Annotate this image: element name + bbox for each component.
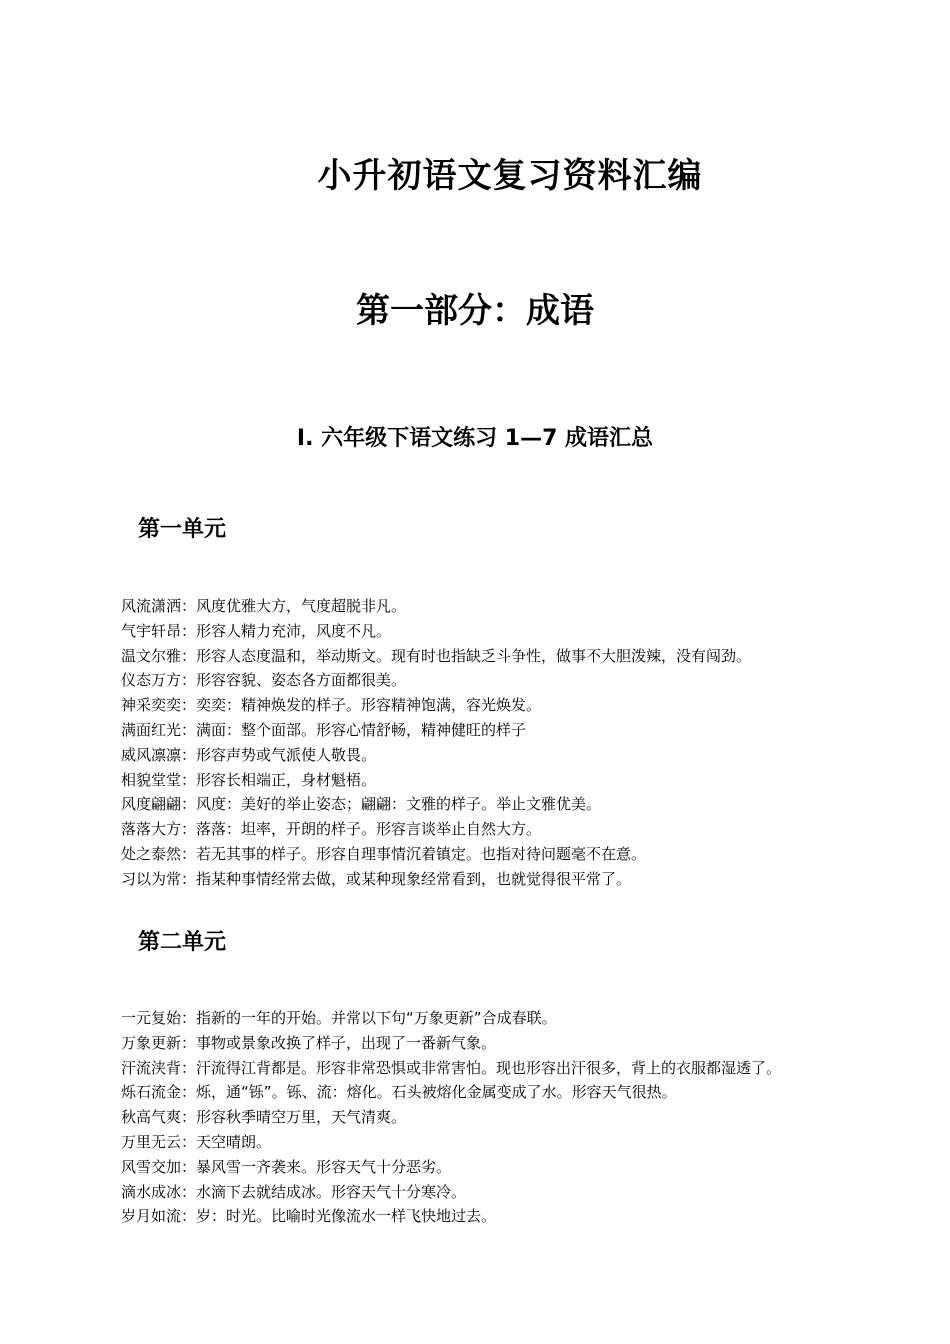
idiom-entry (121, 1006, 921, 1031)
idiom-definition: 指新的一年的开始。并常以下句“万象更新”合成春联。 (196, 1009, 557, 1027)
idiom-entry (121, 619, 921, 644)
idiom-definition: 形容容貌、姿态各方面都很美。 (196, 671, 407, 690)
idiom-term: 风雪交加 ： (121, 1158, 196, 1176)
idiom-definition: 形容人态度温和，举动斯文。现有时也指缺乏斗争性，做事不大胆泼辣，没有闯劲。 (196, 646, 752, 665)
idiom-entry (121, 1204, 921, 1229)
idiom-term: 处之泰然 ： (121, 845, 196, 863)
idiom-entry (121, 644, 921, 669)
idiom-term: 神采奕奕 ： (121, 696, 196, 714)
idiom-definition: 奕奕：精神焕发的样子。形容精神饱满，容光焕发。 (196, 696, 542, 715)
idiom-definition: 汗流得江背都是。形容非常恐惧或非常害怕。现也形容出汗很多，背上的衣服都湿透了。 (196, 1058, 782, 1077)
idiom-entry (121, 842, 921, 867)
idiom-definition: 指某种事情经常去做，或某种现象经常看到，也就觉得很平常了。 (196, 869, 632, 888)
idiom-term: 秋高气爽 ： (121, 1108, 196, 1126)
document-title: 小升初语文复习资料汇编 (317, 156, 703, 196)
idiom-definition: 形容人精力充沛，风度不凡。 (196, 621, 392, 640)
idiom-definition: 岁：时光。比喻时光像流水一样飞快地过去。 (196, 1207, 497, 1226)
idiom-term: 威风凛凛 ： (121, 746, 196, 764)
idiom-term: 烁石流金 ： (121, 1083, 196, 1101)
idiom-definition: 烁，通“铄”。铄、流：熔化。石头被熔化金属变成了水。形容天气很热。 (196, 1083, 677, 1102)
idiom-entry (121, 768, 921, 793)
idiom-list-unit-1 (121, 594, 921, 892)
idiom-entry (121, 792, 921, 817)
idiom-term: 万象更新 ： (121, 1034, 196, 1052)
idiom-term: 岁月如流 ： (121, 1207, 196, 1225)
idiom-definition: 形容秋季晴空万里，天气清爽。 (196, 1108, 407, 1127)
idiom-term: 仪态万方 ： (121, 671, 196, 689)
part-title: 第一部分：成语 (356, 291, 594, 331)
idiom-term: 相貌堂堂 ： (121, 771, 196, 789)
idiom-term: 温文尔雅 ： (121, 647, 196, 665)
idiom-term: 气宇轩昂 ： (121, 622, 196, 640)
idiom-term: 风度翩翩 ： (121, 795, 196, 813)
idiom-definition: 风度：美好的举止姿态；翩翩：文雅的样子。举止文雅优美。 (196, 795, 602, 814)
idiom-definition: 形容长相端正，身材魁梧。 (196, 770, 377, 789)
idiom-entry (121, 718, 921, 743)
idiom-term: 滴水成冰 ： (121, 1183, 196, 1201)
idiom-entry (121, 693, 921, 718)
idiom-definition: 风度优雅大方，气度超脱非凡。 (196, 597, 407, 615)
idiom-entry (121, 1130, 921, 1155)
idiom-definition: 若无其事的样子。形容自理事情沉着镇定。也指对待问题毫不在意。 (196, 844, 647, 863)
idiom-entry (121, 1056, 921, 1081)
idiom-list-unit-2 (121, 1006, 921, 1229)
idiom-term: 汗流浃背 ： (121, 1059, 196, 1077)
idiom-entry (121, 743, 921, 768)
idiom-entry (121, 594, 921, 619)
idiom-term: 万里无云 ： (121, 1133, 196, 1151)
idiom-term: 落落大方 ： (121, 820, 196, 838)
idiom-entry (121, 1155, 921, 1180)
idiom-entry (121, 867, 921, 892)
idiom-definition: 落落：坦率，开朗的样子。形容言谈举止自然大方。 (196, 820, 542, 839)
idiom-entry (121, 1080, 921, 1105)
idiom-entry (121, 1031, 921, 1056)
idiom-definition: 水滴下去就结成冰。形容天气十分寒冷。 (196, 1182, 467, 1201)
idiom-definition: 天空晴朗。 (196, 1132, 272, 1151)
idiom-entry (121, 817, 921, 842)
idiom-definition: 暴风雪一齐袭来。形容天气十分恶劣。 (196, 1157, 452, 1176)
idiom-term: 习以为常 ： (121, 870, 196, 888)
idiom-definition: 形容声势或气派使人敬畏。 (196, 745, 377, 764)
idiom-entry (121, 1180, 921, 1205)
idiom-term: 满面红光 ： (121, 721, 196, 739)
idiom-entry (121, 668, 921, 693)
unit-heading-1: 第一单元 (138, 517, 227, 542)
idiom-term: 一元复始 ： (121, 1009, 196, 1027)
idiom-entry (121, 1105, 921, 1130)
idiom-term: 风流潇洒 ： (121, 597, 196, 615)
idiom-definition: 事物或景象改换了样子，出现了一番新气象。 (196, 1033, 497, 1052)
unit-heading-2: 第二单元 (138, 930, 227, 955)
section-title: I. 六年级下语文练习 1—7 成语汇总 (296, 426, 654, 451)
idiom-definition: 满面：整个面部。形容心情舒畅，精神健旺的样子 (196, 720, 527, 739)
